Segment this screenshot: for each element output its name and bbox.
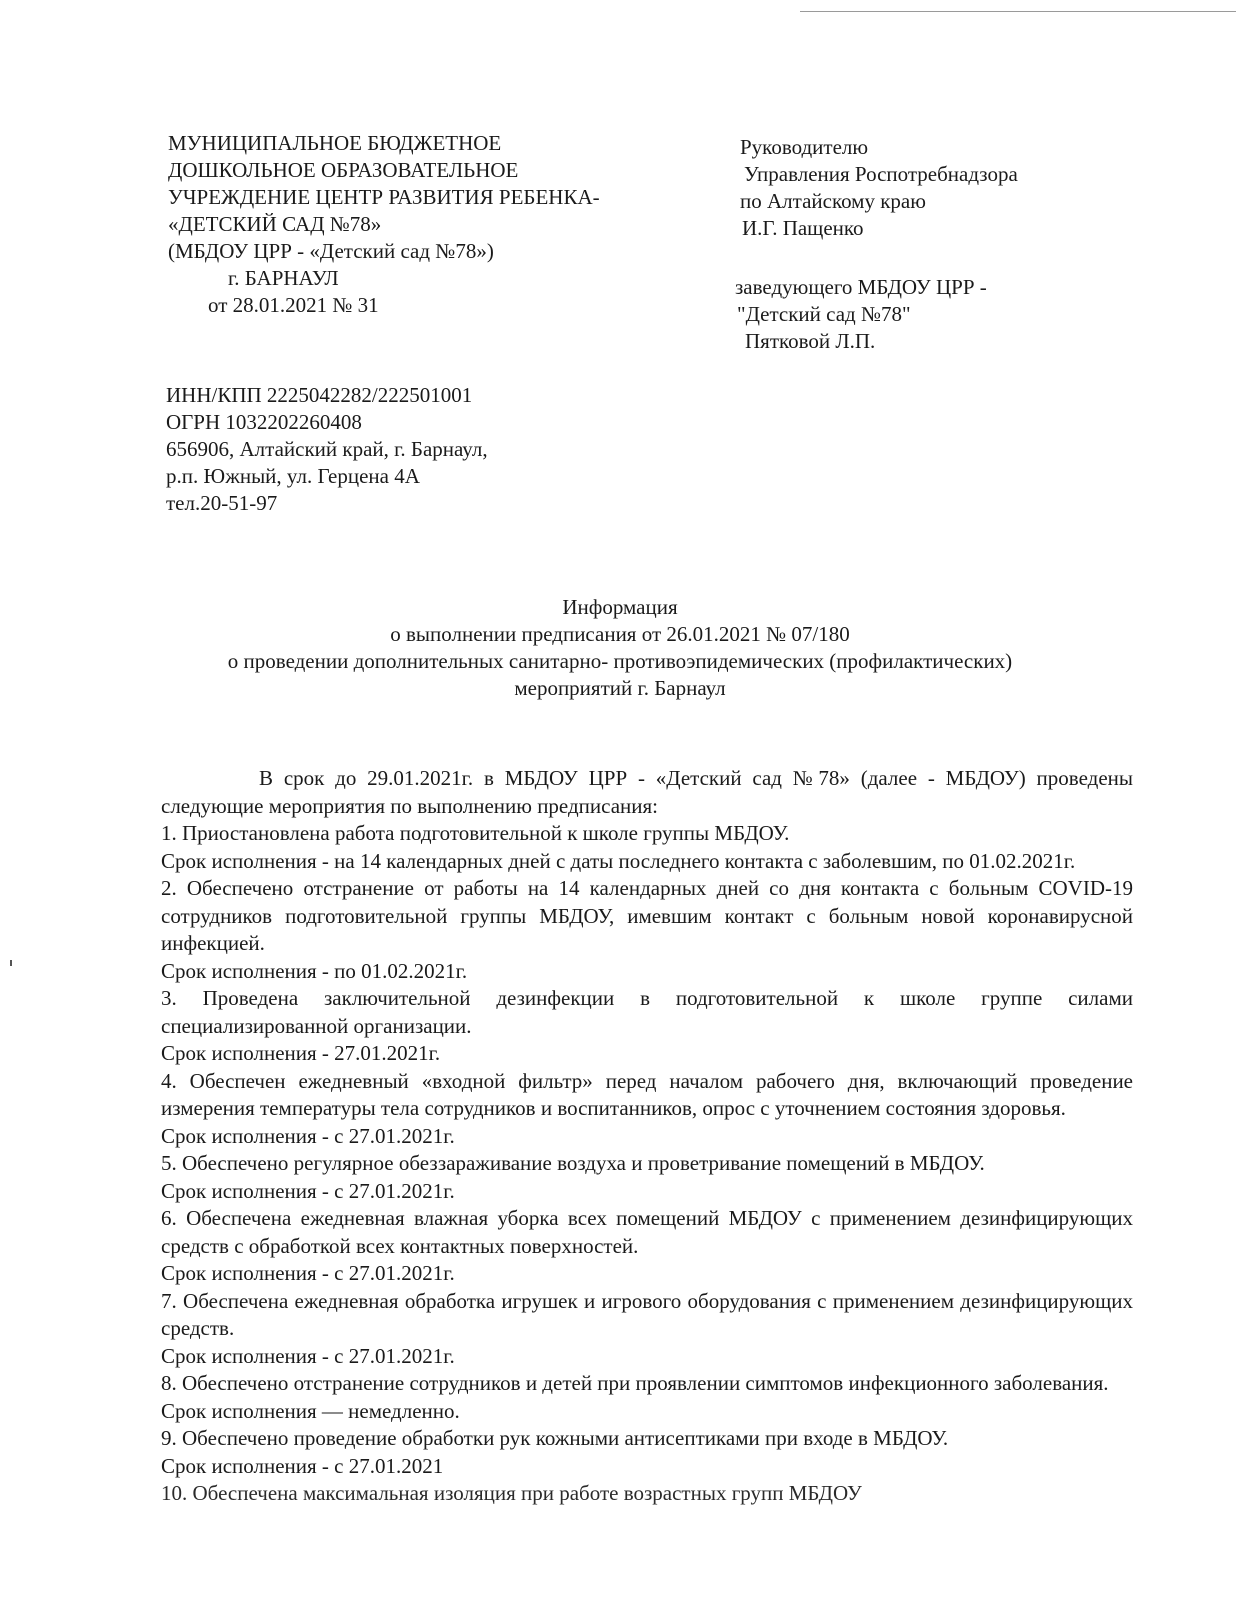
deadline-line: Срок исполнения - 27.01.2021г.	[161, 1041, 441, 1065]
addressee-line: по Алтайскому краю	[740, 189, 926, 213]
deadline-line: Срок исполнения - с 27.01.2021г.	[161, 1123, 455, 1148]
sender-line: заведующего МБДОУ ЦРР -	[735, 275, 987, 299]
sender-line: "Детский сад №78"	[737, 302, 911, 326]
address-line: 656906, Алтайский край, г. Барнаул,	[166, 437, 488, 461]
organization-header	[168, 130, 600, 319]
deadline-line: Срок исполнения - на 14 календарных дней с даты последнего контакта с заболевшим, по 01.02.2021г.	[161, 848, 1076, 873]
addressee-block	[740, 134, 1018, 242]
addressee-line: Управления Роспотребнадзора	[744, 162, 1018, 186]
title-line: о выполнении предписания от 26.01.2021 № 07/180	[390, 622, 850, 646]
org-name-line: УЧРЕЖДЕНИЕ ЦЕНТР РАЗВИТИЯ РЕБЕНКА-	[168, 185, 600, 209]
ogrn: ОГРН 1032202260408	[166, 410, 362, 434]
title-line: о проведении дополнительных санитарно- противоэпидемических (профилактических)	[227, 649, 1013, 673]
org-name-line: «ДЕТСКИЙ САД №78»	[168, 212, 382, 236]
measure-item: 8. Обеспечено отстранение сотрудников и детей при проявлении симптомов инфекционного заболевания.	[161, 1371, 1109, 1395]
org-short-name: (МБДОУ ЦРР - «Детский сад №78»)	[168, 239, 494, 263]
measure-item: 10. Обеспечена максимальная изоляция при работе возрастных групп МБДОУ	[161, 1481, 862, 1505]
title-line: Информация	[562, 595, 678, 619]
scan-edge-line	[800, 11, 1236, 12]
sender-block	[735, 274, 987, 355]
measure-item: 2. Обеспечено отстранение от работы на 14 календарных дней со дня контакта с больным COVID-19 сотрудников подготовительной группы МБДОУ, имевшим контакт с больным новой коронавирусной инфекцией.	[161, 876, 1133, 955]
inn-kpp: ИНН/КПП 2225042282/222501001	[166, 383, 473, 407]
scan-speck	[10, 960, 12, 966]
measure-item: 3. Проведена заключительной дезинфекции в подготовительной к школе группе силами специализированной организации.	[161, 986, 1133, 1038]
deadline-line: Срок исполнения — немедленно.	[161, 1398, 460, 1423]
deadline-line: Срок исполнения - с 27.01.2021г.	[161, 1178, 455, 1203]
org-name-line: ДОШКОЛЬНОЕ ОБРАЗОВАТЕЛЬНОЕ	[168, 158, 519, 182]
addressee-line: Руководителю	[740, 135, 869, 159]
sender-name: Пятковой Л.П.	[745, 329, 876, 353]
requisites-block	[166, 382, 488, 517]
addressee-name: И.Г. Пащенко	[742, 216, 864, 240]
deadline-line: Срок исполнения - по 01.02.2021г.	[161, 958, 468, 983]
org-city: г. БАРНАУЛ	[228, 266, 339, 290]
deadline-line: Срок исполнения - с 27.01.2021г.	[161, 1261, 455, 1285]
measure-item: 7. Обеспечена ежедневная обработка игрушек и игрового оборудования с применением дезинфицирующих средств.	[161, 1288, 1133, 1340]
deadline-line: Срок исполнения - с 27.01.2021г.	[161, 1343, 455, 1368]
body-intro: В срок до 29.01.2021г. в МБДОУ ЦРР - «Детский сад №78» (далее - МБДОУ) проведены следующие мероприятия по выполнению предписания:	[161, 766, 1133, 818]
document-body	[161, 765, 1133, 1508]
measure-item: 5. Обеспечено регулярное обеззараживание воздуха и проветривание помещений в МБДОУ.	[161, 1151, 985, 1175]
outgoing-date-number: от 28.01.2021 № 31	[208, 293, 379, 317]
measure-item: 1. Приостановлена работа подготовительной к школе группы МБДОУ.	[161, 821, 790, 845]
document-title	[160, 594, 1080, 702]
deadline-line: Срок исполнения - с 27.01.2021	[161, 1453, 444, 1478]
phone: тел.20-51-97	[166, 491, 278, 515]
measure-item: 6. Обеспечена ежедневная влажная уборка всех помещений МБДОУ с применением дезинфицирующих средств с обработкой всех контактных поверхностей.	[161, 1206, 1133, 1258]
measure-item: 4. Обеспечен ежедневный «входной фильтр» перед началом рабочего дня, включающий проведение измерения температуры тела сотрудников и воспитанников, опрос с уточнением состояния здоровья.	[161, 1068, 1133, 1120]
org-name-line: МУНИЦИПАЛЬНОЕ БЮДЖЕТНОЕ	[168, 131, 502, 155]
title-line: мероприятий г. Барнаул	[514, 676, 726, 700]
address-line: р.п. Южный, ул. Герцена 4А	[166, 464, 420, 488]
measure-item: 9. Обеспечено проведение обработки рук кожными антисептиками при входе в МБДОУ.	[161, 1426, 949, 1450]
